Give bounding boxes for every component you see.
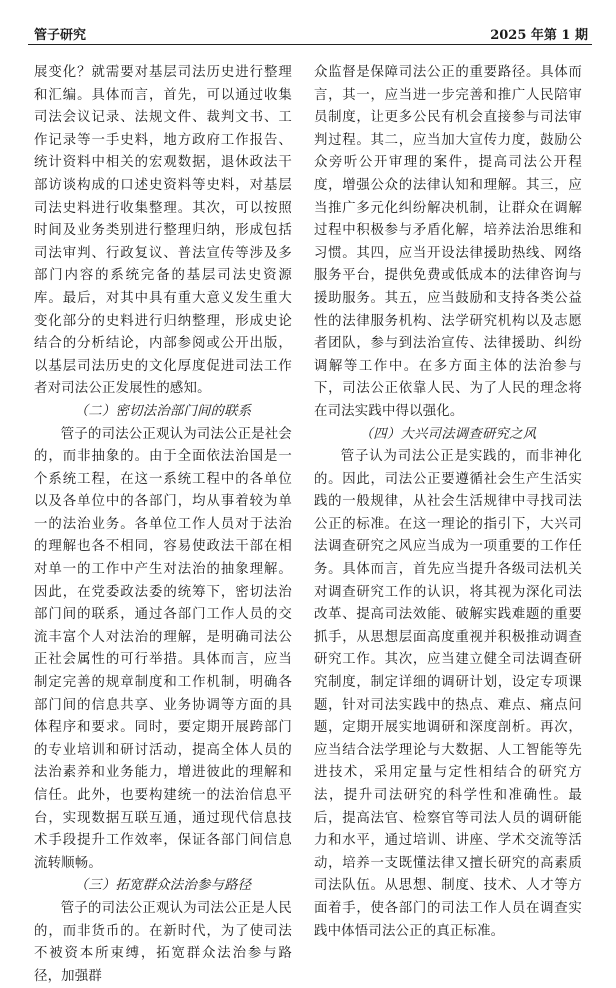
running-header	[34, 22, 588, 42]
section-heading: （二）密切法治部门间的联系	[74, 403, 252, 419]
section-heading: （四）大兴司法调查研究之风	[359, 426, 537, 442]
paragraph: 管子的司法公正观认为司法公正是人民的，而非货币的。在新时代，为了使司法不被资本所束缚，拓宽群众法治参与路径，加强群	[34, 900, 292, 984]
right-column	[314, 62, 582, 943]
section-heading: （三）拓宽群众法治参与路径	[74, 878, 252, 894]
issue-number: 2025 年第 1 期	[490, 28, 588, 43]
paragraph: 众监督是保障司法公正的重要路径。具体而言，其一，应当进一步完善和推广人民陪审员制度，让更多公民有机会直接参与司法审判过程。其二，应当加大宣传力度，鼓励公众旁听公开审理的案件，提高司法公开程度，增强公众的法律认知和理解。其三，应当推广多元化纠纷解决机制，让群众在调解过程中积极参与矛盾化解，培养法治思维和习惯。其四，应当开设法律援助热线、网络服务平台，提供免费或低成本的法律咨询与援助服务。其五，应当鼓励和支持各类公益性的法律服务机构、法学研究机构以及志愿者团队，参与到法治宣传、法律援助、纠纷调解等工作中。在多方面主体的法治参与下，司法公正依靠人民、为了人民的理念将在司法实践中得以强化。	[314, 65, 582, 419]
left-column	[34, 62, 292, 988]
paragraph: 展变化？就需要对基层司法历史进行整理和汇编。具体而言，首先，可以通过收集司法会议记录、法规文件、裁判文书、工作记录等一手史料，地方政府工作报告、统计资料中相关的宏观数据，退休政法干部访谈构成的口述史资料等史料，对基层司法史料进行收集整理。其次，可以按照时间及业务类别进行整理归纳，形成包括司法审判、行政复议、普法宣传等涉及多部门内容的系统完备的基层司法史资源库。最后，对其中具有重大意义发生重大变化部分的史料进行归纳整理，形成史论结合的分析结论，内部参阅或公开出版，以基层司法历史的文化厚度促进司法工作者对司法公正发展性的感知。	[34, 65, 292, 397]
header-rule	[28, 44, 592, 45]
journal-name: 管子研究	[34, 28, 87, 43]
paragraph: 管子的司法公正观认为司法公正是社会的，而非抽象的。由于全面依法治国是一个系统工程，在这一系统工程中的各单位以及各单位中的各部门，均从事着较为单一的法治业务。各单位工作人员对于法治的理解也各不相同，容易使政法干部在相对单一的工作中产生对法治的抽象理解。因此，在党委政法委的统筹下，密切法治部门间的联系，通过各部门工作人员的交流丰富个人对法治的理解，是明确司法公正社会属性的可行举措。具体而言，应当制定完善的规章制度和工作机制，明确各部门间的信息共享、业务协调等方面的具体程序和要求。同时，要定期开展跨部门的专业培训和研讨活动，提高全体人员的法治素养和业务能力，增进彼此的理解和信任。此外，也要构建统一的法治信息平台，实现数据互联互通，通过现代信息技术手段提升工作效率，保证各部门间信息流转顺畅。	[34, 426, 292, 871]
paragraph: 管子认为司法公正是实践的，而非神化的。因此，司法公正要遵循社会生产生活实践的一般规律，从社会生活规律中寻找司法公正的标准。在这一理论的指引下，大兴司法调查研究之风应当成为一项重要的工作任务。具体而言，首先应当提升各级司法机关对调查研究工作的认识，将其视为深化司法改革、提高司法效能、破解实践难题的重要抓手，从思想层面高度重视并积极推动调查研究工作。其次，应当建立健全司法调查研究制度，制定详细的调研计划，设定专项课题，针对司法实践中的热点、难点、痛点问题，定期开展实地调研和深度剖析。再次，应当结合法学理论与大数据、人工智能等先进技术，采用定量与定性相结合的研究方法，提升司法研究的科学性和准确性。最后，提高法官、检察官等司法人员的调研能力和水平，通过培训、讲座、学术交流等活动，培养一支既懂法律又擅长研究的高素质司法队伍。从思想、制度、技术、人才等方面着手，使各部门的司法工作人员在调查实践中体悟司法公正的真正标准。	[314, 449, 582, 939]
